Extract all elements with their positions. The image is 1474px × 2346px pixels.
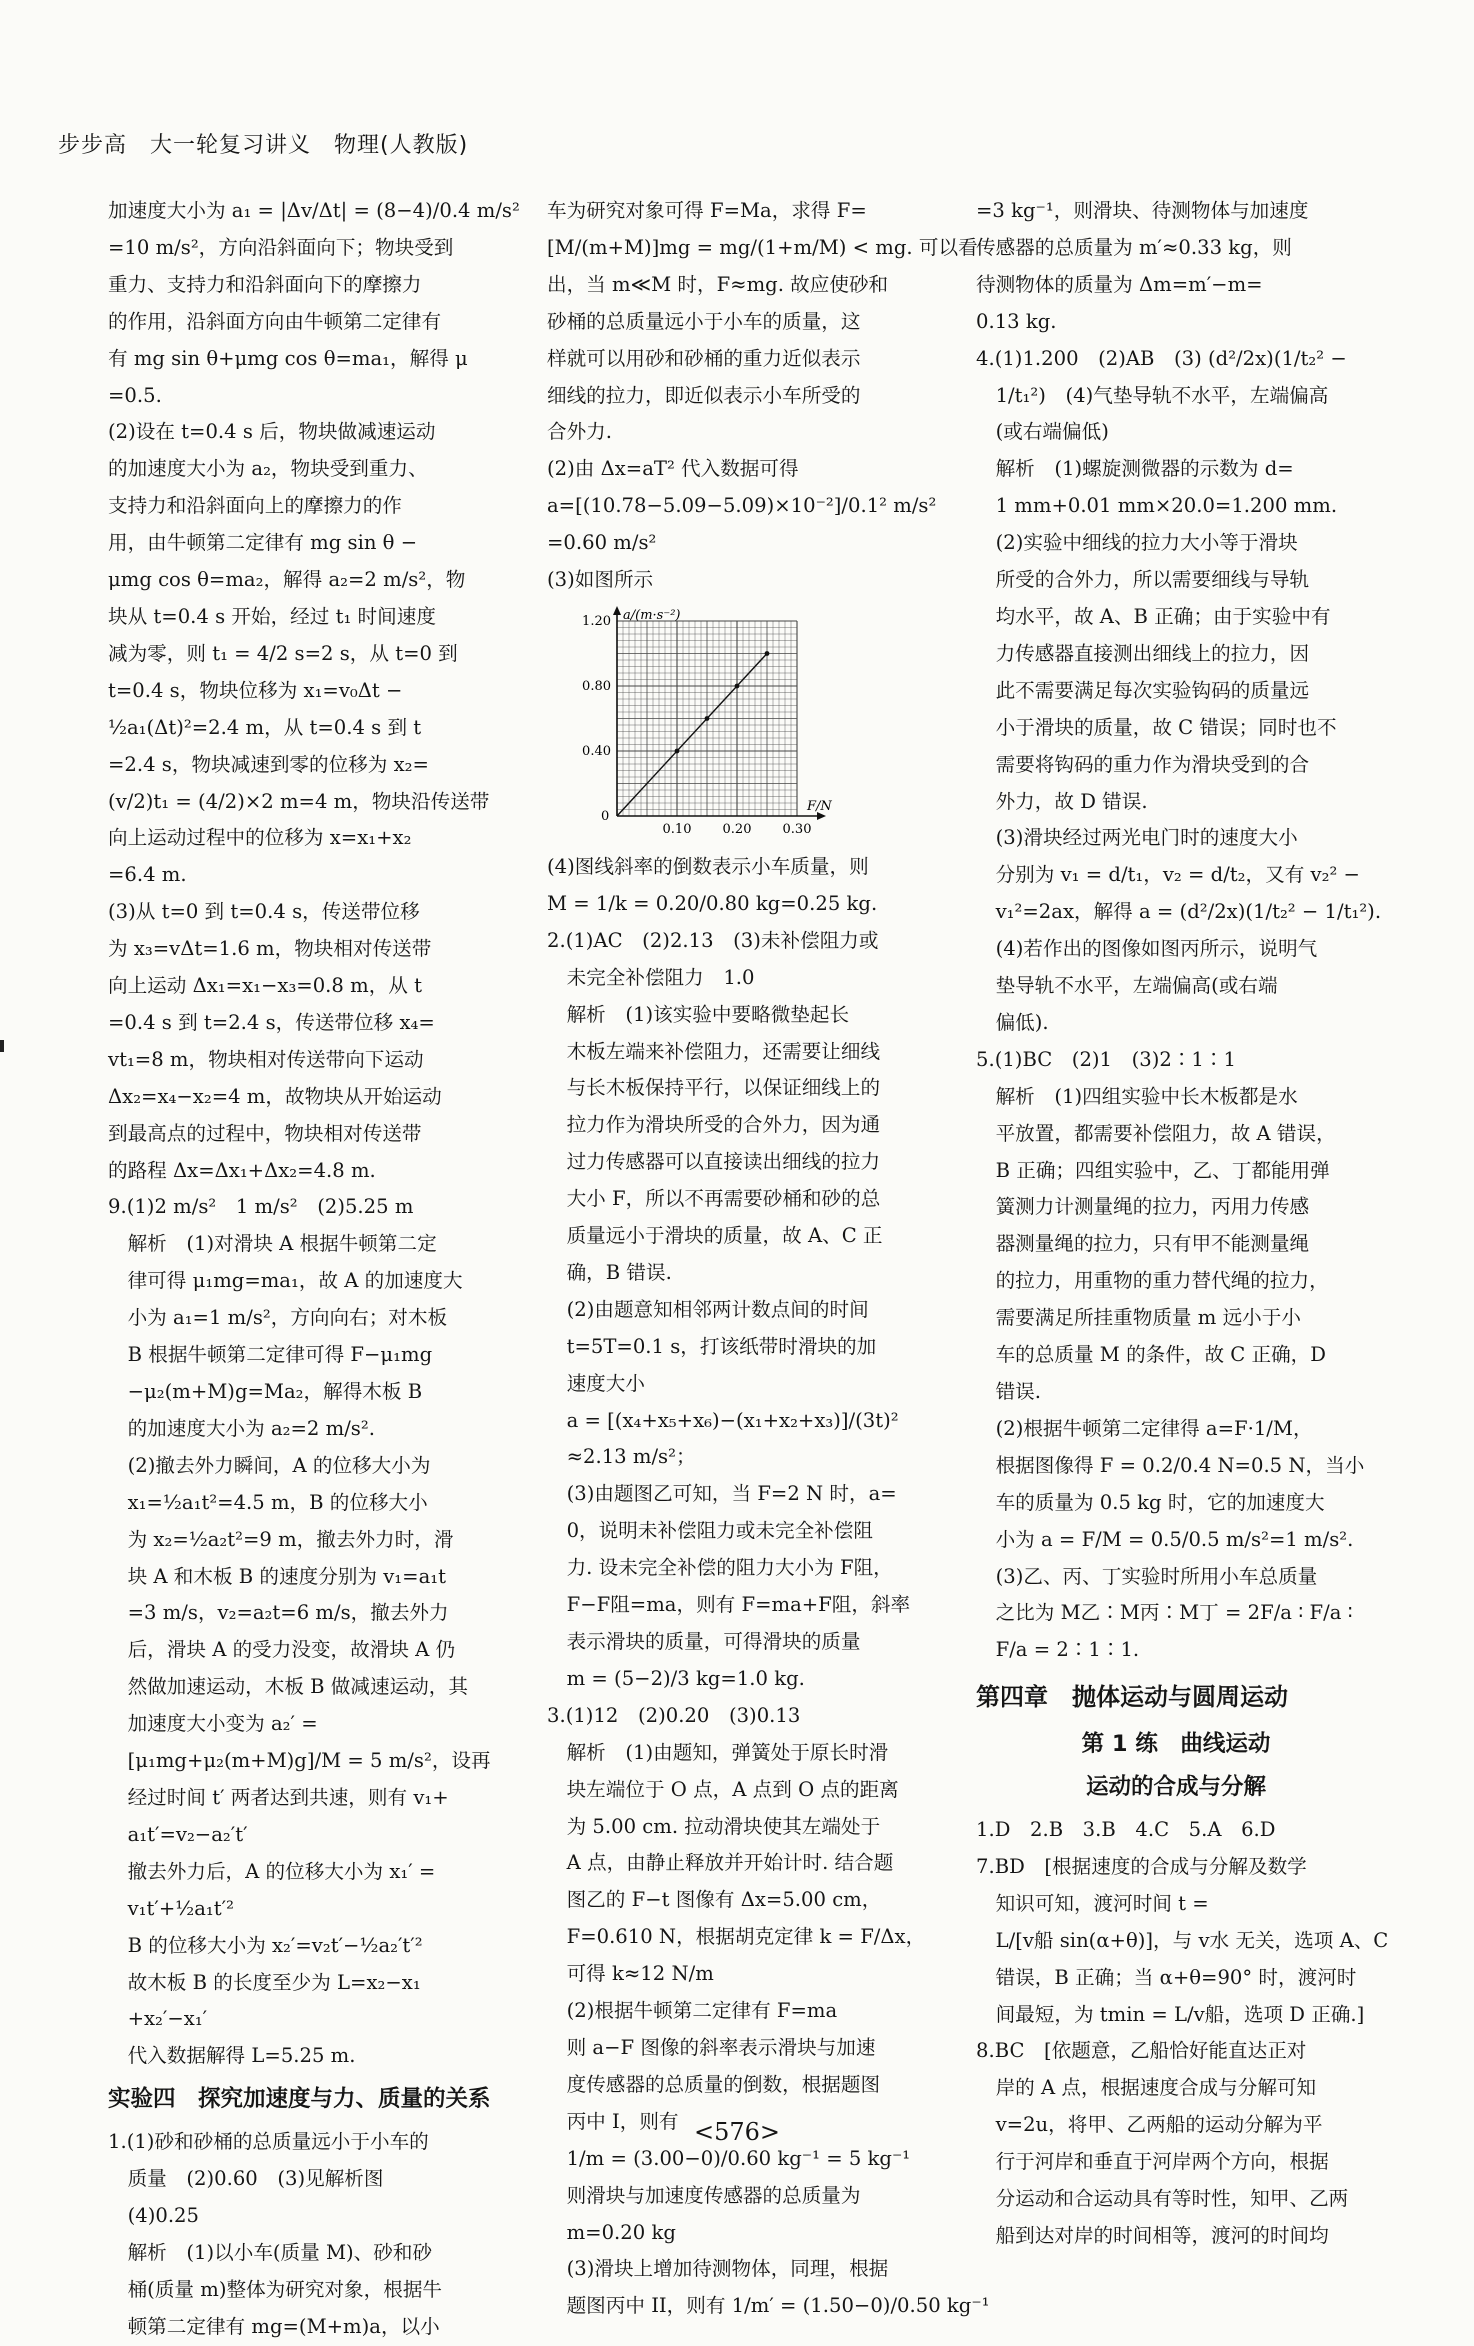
text-line: 解析 (1)对滑块 A 根据牛顿第二定 <box>108 1232 437 1256</box>
text-line: 砂桶的总质量远小于小车的质量，这 <box>547 309 861 333</box>
text-line: 均水平，故 A、B 正确；由于实验中有 <box>976 604 1331 628</box>
text-line: 5.(1)BC (2)1 (3)2∶1∶1 <box>976 1047 1236 1071</box>
text-line: =0.4 s 到 t=2.4 s，传送带位移 x₄= <box>108 1010 435 1034</box>
col1-body <box>108 193 520 2075</box>
lesson-heading: 第 1 练 曲线运动 <box>1081 1731 1271 1758</box>
text-line: 过力传感器可以直接读出细线的拉力 <box>547 1150 881 1174</box>
text-line: 支持力和沿斜面向上的摩擦力的作 <box>108 494 402 518</box>
text-line: 外力，故 D 错误. <box>976 789 1148 813</box>
text-line: 车的质量为 0.5 kg 时，它的加速度大 <box>976 1490 1325 1514</box>
text-line: (3)乙、丙、丁实验时所用小车总质量 <box>976 1564 1318 1588</box>
text-line: 分运动和合运动具有等时性，知甲、乙两 <box>976 2187 1349 2211</box>
text-line: a₁t′=v₂−a₂′t′ <box>108 1822 248 1846</box>
text-line: F/a = 2∶1∶1. <box>976 1638 1140 1662</box>
text-line: 块 A 和木板 B 的速度分别为 v₁=a₁t <box>108 1564 446 1588</box>
text-line: a = [(x₄+x₅+x₆)−(x₁+x₂+x₃)]/(3t)² <box>547 1408 899 1432</box>
chapter-heading: 第四章 抛体运动与圆周运动 <box>976 1683 1288 1712</box>
col2-top <box>547 193 978 599</box>
text-line: (2)由 Δx=aT² 代入数据可得 <box>547 457 799 481</box>
text-line: 到最高点的过程中，物块相对传送带 <box>108 1121 422 1145</box>
text-line: 质量 (2)0.60 (3)见解析图 <box>108 2167 384 2191</box>
text-line: 则滑块与加速度传感器的总质量为 <box>547 2183 861 2207</box>
text-line: 确，B 错误. <box>547 1260 672 1284</box>
text-line: 分别为 v₁ = d/t₁，v₂ = d/t₂，又有 v₂² − <box>976 863 1360 887</box>
text-line: [μ₁mg+μ₂(m+M)g]/M = 5 m/s²，设再 <box>108 1749 491 1773</box>
text-line: 用，由牛顿第二定律有 mg sin θ − <box>108 531 418 555</box>
text-line: 加速度大小变为 a₂′ = <box>108 1712 318 1736</box>
y-axis-label: a/(m·s⁻²) <box>623 607 681 623</box>
text-line: 力传感器直接测出细线上的拉力，因 <box>976 641 1310 665</box>
text-line: B 根据牛顿第二定律可得 F−μ₁mg <box>108 1343 433 1367</box>
text-line: 小为 a₁=1 m/s²，方向向右；对木板 <box>108 1306 448 1330</box>
text-line: 解析 (1)由题知，弹簧处于原长时滑 <box>547 1740 889 1764</box>
origin-label: 0 <box>601 808 610 824</box>
text-line: 行于河岸和垂直于河岸两个方向，根据 <box>976 2150 1329 2174</box>
text-line: L/[v船 sin(α+θ)]，与 v水 无关，选项 A、C <box>976 1928 1389 1952</box>
text-line: 样就可以用砂和砂桶的重力近似表示 <box>547 346 861 370</box>
y-tick-label: 1.20 <box>582 613 611 629</box>
col1-tail <box>108 2124 501 2345</box>
text-line: 器测量绳的拉力，只有甲不能测量绳 <box>976 1232 1310 1256</box>
text-line: 1.D 2.B 3.B 4.C 5.A 6.D <box>976 1817 1276 1841</box>
text-line: 簧测力计测量绳的拉力，丙用力传感 <box>976 1195 1310 1219</box>
text-line: =0.5. <box>108 383 162 407</box>
text-line: (2)由题意知相邻两计数点间的时间 <box>547 1297 869 1321</box>
text-line: (3)滑块经过两光电门时的速度大小 <box>976 826 1298 850</box>
x-tick-label: 0.10 <box>662 821 692 837</box>
text-line: m=0.20 kg <box>547 2220 676 2244</box>
text-line: M = 1/k = 0.20/0.80 kg=0.25 kg. <box>547 891 878 915</box>
text-line: 块从 t=0.4 s 开始，经过 t₁ 时间速度 <box>108 604 436 628</box>
text-line: 需要将钩码的重力作为滑块受到的合 <box>976 752 1310 776</box>
text-line: 大小 F，所以不再需要砂桶和砂的总 <box>547 1187 881 1211</box>
text-line: 垫导轨不水平，左端偏高(或右端 <box>976 974 1278 998</box>
text-line: 表示滑块的质量，可得滑块的质量 <box>547 1630 861 1653</box>
text-line: F=0.610 N，根据胡克定律 k = F/Δx， <box>547 1925 926 1949</box>
text-line: (或右端偏低) <box>976 420 1109 444</box>
text-line: t=0.4 s，物块位移为 x₁=v₀Δt − <box>108 678 403 702</box>
text-line: 为 x₃=vΔt=1.6 m，物块相对传送带 <box>108 937 432 961</box>
y-axis-arrow <box>613 606 621 615</box>
text-line: 丙中 I，则有 <box>547 2109 679 2133</box>
text-line: 平放置，都需要补偿阻力，故 A 错误， <box>976 1121 1336 1145</box>
x-axis-label: F/N <box>807 798 832 814</box>
text-line: 合外力. <box>547 420 613 444</box>
text-line: B 的位移大小为 x₂′=v₂t′−½a₂′t′² <box>108 1933 423 1957</box>
text-line: 未完全补偿阻力 1.0 <box>547 965 755 989</box>
page-number: <576> <box>693 2118 781 2146</box>
text-line: (3)滑块上增加待测物体，同理，根据 <box>547 2257 889 2281</box>
text-line: 知识可知，渡河时间 t = <box>976 1891 1209 1915</box>
text-line: (3)从 t=0 到 t=0.4 s，传送带位移 <box>108 900 420 924</box>
text-line: =10 m/s²，方向沿斜面向下；物块受到 <box>108 235 454 259</box>
text-line: 的路程 Δx=Δx₁+Δx₂=4.8 m. <box>108 1158 376 1182</box>
text-line: 9.(1)2 m/s² 1 m/s² (2)5.25 m <box>108 1195 414 1219</box>
text-line: 有 mg sin θ+μmg cos θ=ma₁，解得 μ <box>108 346 468 370</box>
text-line: 图乙的 F−t 图像有 Δx=5.00 cm， <box>547 1888 882 1912</box>
text-line: 此不需要满足每次实验钩码的质量远 <box>976 678 1310 702</box>
column-1 <box>108 193 520 2338</box>
text-line: 代入数据解得 L=5.25 m. <box>108 2044 356 2068</box>
text-line: 后，滑块 A 的受力没变，故滑块 A 仍 <box>108 1638 456 1662</box>
col3-top <box>976 193 1382 1669</box>
text-line: B 正确；四组实验中，乙、丁都能用弹 <box>976 1158 1330 1182</box>
text-line: 解析 (1)四组实验中长木板都是水 <box>976 1084 1298 1108</box>
text-line: 偏低). <box>976 1010 1049 1034</box>
text-line: 7.BD [根据速度的合成与分解及数学 <box>976 1854 1307 1878</box>
y-tick-label: 0.80 <box>582 678 611 694</box>
text-line: (2)设在 t=0.4 s 后，物块做减速运动 <box>108 420 436 444</box>
fit-line <box>617 653 767 816</box>
text-line: 向上运动 Δx₁=x₁−x₃=0.8 m，从 t <box>108 974 422 998</box>
text-line: 车的总质量 M 的条件，故 C 正确，D <box>976 1343 1326 1367</box>
section-heading-experiment-4: 实验四 探究加速度与力、质量的关系 <box>108 2086 491 2113</box>
text-line: 细线的拉力，即近似表示小车所受的 <box>547 383 861 407</box>
text-line: 3.(1)12 (2)0.20 (3)0.13 <box>547 1703 801 1727</box>
text-line: 加速度大小为 a₁ = |Δv/Δt| = (8−4)/0.4 m/s² <box>108 199 520 222</box>
text-line: 为 x₂=½a₂t²=9 m，撤去外力时，滑 <box>108 1527 454 1551</box>
text-line: Δx₂=x₄−x₂=4 m，故物块从开始运动 <box>108 1084 442 1108</box>
text-line: 顿第二定律有 mg=(M+m)a，以小 <box>108 2314 440 2338</box>
text-line: 解析 (1)以小车(质量 M)、砂和砂 <box>108 2240 433 2264</box>
topic-heading: 运动的合成与分解 <box>1085 1774 1266 1801</box>
text-line: 经过时间 t′ 两者达到共速，则有 v₁+ <box>108 1785 449 1809</box>
text-line: (4)0.25 <box>108 2203 199 2227</box>
text-line: 根据图像得 F = 0.2/0.4 N=0.5 N，当小 <box>976 1453 1365 1477</box>
text-line: 8.BC [依题意，乙船恰好能直达正对 <box>976 2039 1307 2063</box>
text-line: 4.(1)1.200 (2)AB (3) (d²/2x)(1/t₂² − <box>976 346 1347 370</box>
data-point <box>735 684 740 689</box>
text-line: x₁=½a₁t²=4.5 m，B 的位移大小 <box>108 1490 428 1514</box>
text-line: v=2u，将甲、乙两船的运动分解为平 <box>976 2113 1323 2137</box>
text-line: (2)根据牛顿第二定律得 a=F·1/M， <box>976 1416 1313 1440</box>
text-line: 与长木板保持平行，以保证细线上的 <box>547 1076 881 1100</box>
text-line: 质量远小于滑块的质量，故 A、C 正 <box>547 1224 883 1248</box>
text-line: −μ₂(m+M)g=Ma₂，解得木板 B <box>108 1380 423 1403</box>
text-line: 为 5.00 cm. 拉动滑块使其左端处于 <box>547 1814 881 1838</box>
text-line: (3)由题图乙可知，当 F=2 N 时，a= <box>547 1482 897 1506</box>
text-line: 传感器的总质量为 m′≈0.33 kg，则 <box>976 235 1292 259</box>
text-line: 减为零，则 t₁ = 4/2 s=2 s，从 t=0 到 <box>108 641 458 665</box>
margin-mark <box>0 1040 4 1052</box>
text-line: (3)如图所示 <box>547 568 654 592</box>
text-line: 度传感器的总质量的倒数，根据题图 <box>547 2072 881 2096</box>
text-line: (4)图线斜率的倒数表示小车质量，则 <box>547 854 869 878</box>
text-line: 待测物体的质量为 Δm=m′−m= <box>976 272 1263 296</box>
col3-tail <box>976 1812 1389 2255</box>
text-line: 木板左端来补偿阻力，还需要让细线 <box>547 1039 881 1063</box>
text-line: 可得 k≈12 N/m <box>547 1962 714 1986</box>
text-line: (2)实验中细线的拉力大小等于滑块 <box>976 531 1298 555</box>
text-line: F−F阻=ma，则有 F=ma+F阻，斜率 <box>547 1593 911 1617</box>
text-line: =3 kg⁻¹，则滑块、待测物体与加速度 <box>976 199 1309 222</box>
text-line: 题图丙中 II，则有 1/m′ = (1.50−0)/0.50 kg⁻¹ <box>547 2294 990 2318</box>
x-tick-label: 0.30 <box>782 821 812 837</box>
text-line: 块左端位于 O 点，A 点到 O 点的距离 <box>547 1777 899 1801</box>
text-line: 之比为 M乙∶M丙∶M丁 = 2F/a ∶ F/a ∶ <box>976 1601 1353 1625</box>
text-line: 岸的 A 点，根据速度合成与分解可知 <box>976 2076 1317 2100</box>
text-line: (v/2)t₁ = (4/2)×2 m=4 m，物块沿传送带 <box>108 789 490 813</box>
text-line: v₁²=2ax，解得 a = (d²/2x)(1/t₂² − 1/t₁²). <box>976 900 1382 924</box>
text-line: 撤去外力后，A 的位移大小为 x₁′ = <box>108 1859 436 1883</box>
text-line: 拉力作为滑块所受的合外力，因为通 <box>547 1113 881 1137</box>
text-line: 的拉力，用重物的重力替代绳的拉力， <box>976 1269 1329 1293</box>
text-line: 故木板 B 的长度至少为 L=x₂−x₁ <box>108 1970 421 1994</box>
text-line: 的作用，沿斜面方向由牛顿第二定律有 <box>108 309 442 333</box>
text-line: ½a₁(Δt)²=2.4 m，从 t=0.4 s 到 t <box>108 715 422 739</box>
text-line: ≈2.13 m/s²； <box>547 1445 696 1469</box>
text-line: 向上运动过程中的位移为 x=x₁+x₂ <box>108 826 412 850</box>
text-line: 小为 a = F/M = 0.5/0.5 m/s²=1 m/s². <box>976 1527 1354 1551</box>
text-line: 1/t₁²) (4)气垫导轨不水平，左端偏高 <box>976 383 1329 407</box>
text-line: A 点，由静止释放并开始计时. 结合题 <box>547 1851 894 1875</box>
data-point <box>765 651 770 656</box>
text-line: 1 mm+0.01 mm×20.0=1.200 mm. <box>976 494 1338 518</box>
text-line: 0.13 kg. <box>976 309 1057 333</box>
text-line: 错误. <box>976 1380 1042 1403</box>
a-f-chart-svg <box>547 603 847 843</box>
x-tick-label: 0.20 <box>722 821 752 837</box>
text-line: 需要满足所挂重物质量 m 远小于小 <box>976 1306 1301 1330</box>
a-f-chart <box>547 603 930 843</box>
text-line: =0.60 m/s² <box>547 531 657 555</box>
text-line: 1.(1)砂和砂桶的总质量远小于小车的 <box>108 2130 429 2154</box>
text-line: 所受的合外力，所以需要细线与导轨 <box>976 568 1310 592</box>
text-line: 律可得 μ₁mg=ma₁，故 A 的加速度大 <box>108 1269 463 1293</box>
text-line: (2)撤去外力瞬间，A 的位移大小为 <box>108 1453 431 1477</box>
text-line: 解析 (1)螺旋测微器的示数为 d= <box>976 457 1294 481</box>
text-line: 小于滑块的质量，故 C 错误；同时也不 <box>976 715 1337 739</box>
text-line: 1/m = (3.00−0)/0.60 kg⁻¹ = 5 kg⁻¹ <box>547 2146 911 2170</box>
text-line: [M/(m+M)]mg = mg/(1+m/M) < mg. 可以看 <box>547 235 978 259</box>
text-line: t=5T=0.1 s，打该纸带时滑块的加 <box>547 1334 877 1358</box>
text-line: a=[(10.78−5.09−5.09)×10⁻²]/0.1² m/s² <box>547 494 937 518</box>
text-line: 0，说明未补偿阻力或未完全补偿阻 <box>547 1519 873 1543</box>
text-line: 速度大小 <box>547 1371 645 1395</box>
text-line: (4)若作出的图像如图丙所示，说明气 <box>976 937 1318 961</box>
text-line: =3 m/s，v₂=a₂t=6 m/s，撤去外力 <box>108 1601 449 1625</box>
text-line: 间最短，为 tmin = L/v船，选项 D 正确.] <box>976 2002 1365 2026</box>
text-line: 则 a−F 图像的斜率表示滑块与加速 <box>547 2035 876 2059</box>
running-header: 步步高 大一轮复习讲义 物理(人教版) <box>58 133 469 158</box>
text-line: =2.4 s，物块减速到零的位移为 x₂= <box>108 752 429 776</box>
data-point <box>675 749 680 754</box>
text-line: 的加速度大小为 a₂，物块受到重力、 <box>108 457 428 481</box>
text-line: =6.4 m. <box>108 863 187 887</box>
data-point <box>705 716 710 721</box>
text-line: μmg cos θ=ma₂，解得 a₂=2 m/s²，物 <box>108 568 466 592</box>
text-line: v₁t′+½a₁t′² <box>108 1896 234 1920</box>
y-tick-label: 0.40 <box>582 743 611 759</box>
text-line: 的加速度大小为 a₂=2 m/s². <box>108 1416 375 1440</box>
text-line: 然做加速运动，木板 B 做减速运动，其 <box>108 1675 468 1699</box>
text-line: 车为研究对象可得 F=Ma，求得 F= <box>547 199 867 222</box>
text-line: 力. 设未完全补偿的阻力大小为 F阻， <box>547 1556 893 1580</box>
text-line: +x₂′−x₁′ <box>108 2007 208 2031</box>
text-line: 错误，B 正确；当 α+θ=90° 时，渡河时 <box>976 1965 1357 1989</box>
text-line: vt₁=8 m，物块相对传送带向下运动 <box>108 1047 424 1071</box>
text-line: 船到达对岸的时间相等，渡河的时间均 <box>976 2223 1329 2247</box>
column-3 <box>976 193 1389 2247</box>
text-line: 出，当 m≪M 时，F≈mg. 故应使砂和 <box>547 272 889 296</box>
text-line: 重力、支持力和沿斜面向下的摩擦力 <box>108 272 422 296</box>
col2-bottom <box>547 849 990 2325</box>
text-line: m = (5−2)/3 kg=1.0 kg. <box>547 1666 805 1690</box>
text-line: (2)根据牛顿第二定律有 F=ma <box>547 1999 838 2023</box>
text-line: 桶(质量 m)整体为研究对象，根据牛 <box>108 2277 443 2301</box>
text-line: 解析 (1)该实验中要略微垫起长 <box>547 1002 850 1026</box>
text-line: 2.(1)AC (2)2.13 (3)未补偿阻力或 <box>547 928 879 952</box>
